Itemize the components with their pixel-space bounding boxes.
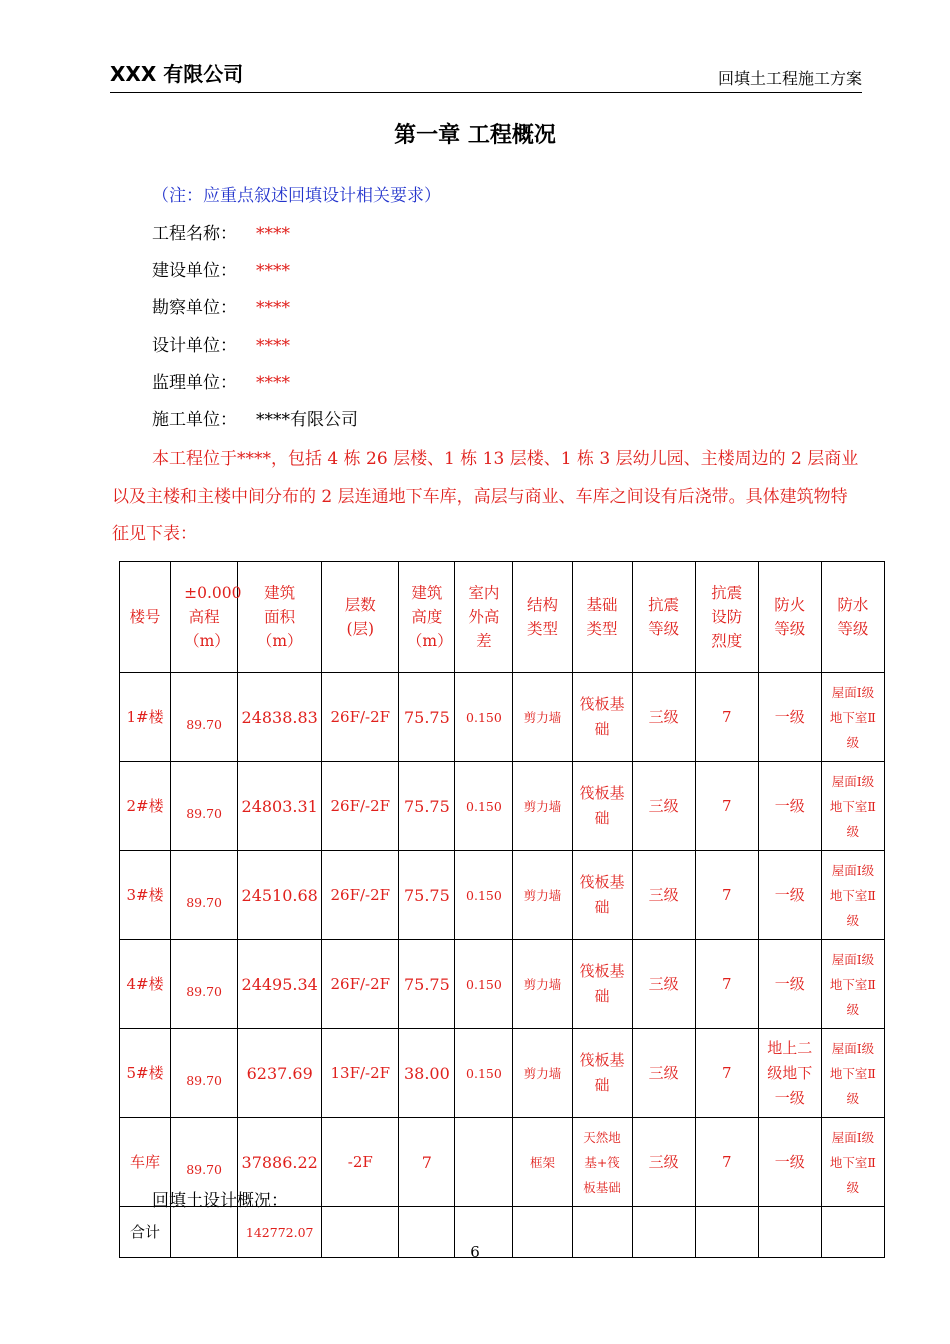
info-label: 设计单位：	[152, 336, 237, 356]
cell-waterproof-grade	[821, 1118, 884, 1207]
cell-floors: 26F/-2F	[322, 851, 399, 940]
cell-elevation: 89.70	[171, 1118, 238, 1207]
cell-text: 剪力墙	[523, 709, 562, 725]
cell-text: 屋面Ⅰ级地下室Ⅱ级	[829, 1129, 876, 1195]
info-value: ****	[256, 224, 290, 244]
cell-text: 一级	[774, 1152, 805, 1171]
cell-text: 屋面Ⅰ级地下室Ⅱ级	[829, 862, 876, 928]
cell-text: 一级	[774, 974, 805, 993]
cell-floors: 26F/-2F	[322, 673, 399, 762]
cell-text: 筏板基础	[579, 1051, 625, 1094]
col-header: 楼号	[120, 562, 171, 673]
info-value: ****	[256, 336, 290, 356]
cell-floors: -2F	[322, 1118, 399, 1207]
cell-elevation: 89.70	[171, 762, 238, 851]
cell-text: 屋面Ⅰ级地下室Ⅱ级	[829, 773, 876, 839]
cell-text: 屋面Ⅰ级地下室Ⅱ级	[829, 1040, 876, 1106]
cell-height: 75.75	[399, 851, 455, 940]
cell-fire-grade	[758, 1029, 821, 1118]
cell-elevation: 89.70	[171, 851, 238, 940]
col-header-text: 防火等级	[774, 596, 806, 638]
cell-building: 5#楼	[120, 1029, 171, 1118]
cell-seismic-intensity: 7	[695, 940, 758, 1029]
cell-text: 屋面Ⅰ级地下室Ⅱ级	[829, 951, 876, 1017]
cell-seismic-grade: 三级	[632, 1118, 695, 1207]
cell-building: 2#楼	[120, 762, 171, 851]
cell-elevation: 89.70	[171, 940, 238, 1029]
cell-fire-grade	[758, 940, 821, 1029]
cell-elev-diff: 0.150	[455, 1029, 513, 1118]
col-header-text: 室内外高差	[468, 584, 500, 650]
info-owner	[152, 256, 290, 280]
cell-seismic-grade: 三级	[632, 940, 695, 1029]
cell-seismic-grade: 三级	[632, 673, 695, 762]
col-header	[513, 562, 572, 673]
cell-floors: 26F/-2F	[322, 762, 399, 851]
project-description: 本工程位于****，包括 4 栋 26 层楼、1 栋 13 层楼、1 栋 3 层幼儿园、主楼周边的 2 层商业以及主楼和主楼中间分布的 2 层连通地下车库，高层与商业、车库之间设有后浇带。具体建筑物特征见下表：	[112, 449, 859, 544]
col-header	[455, 562, 513, 673]
cell-building: 4#楼	[120, 940, 171, 1029]
cell-fire-grade	[758, 673, 821, 762]
cell-structure	[513, 673, 572, 762]
info-design	[152, 331, 290, 355]
cell-fire-grade	[758, 851, 821, 940]
cell-structure	[513, 1029, 572, 1118]
backfill-heading: 回填土设计概况：	[152, 1191, 288, 1211]
cell-seismic-intensity: 7	[695, 1118, 758, 1207]
info-label: 勘察单位：	[152, 298, 237, 318]
cell-foundation	[572, 1029, 632, 1118]
col-header	[399, 562, 455, 673]
cell-fire-grade	[758, 762, 821, 851]
col-header	[322, 562, 399, 673]
cell-text: 剪力墙	[523, 798, 562, 814]
cell-height: 38.00	[399, 1029, 455, 1118]
table-header-row	[120, 562, 885, 673]
cell-floors: 13F/-2F	[322, 1029, 399, 1118]
cell-foundation	[572, 762, 632, 851]
info-value: ****	[256, 373, 290, 393]
cell-text: 天然地基+筏板基础	[583, 1129, 621, 1195]
cell-structure	[513, 940, 572, 1029]
col-header-text: 层数(层)	[344, 596, 376, 638]
cell-text: 地上二级地下一级	[767, 1038, 813, 1107]
col-header	[572, 562, 632, 673]
cell-structure	[513, 851, 572, 940]
cell-text: 筏板基础	[579, 962, 625, 1005]
cell-height: 75.75	[399, 762, 455, 851]
info-project-name	[152, 219, 290, 243]
cell-elev-diff: 0.150	[455, 851, 513, 940]
cell-seismic-intensity: 7	[695, 673, 758, 762]
cell-seismic-intensity: 7	[695, 851, 758, 940]
info-label: 建设单位：	[152, 261, 237, 281]
table-row	[120, 673, 885, 762]
col-header	[238, 562, 322, 673]
info-supervision	[152, 368, 290, 392]
col-header	[632, 562, 695, 673]
cell-seismic-grade: 三级	[632, 762, 695, 851]
info-label: 工程名称：	[152, 224, 237, 244]
col-header-text: 抗震等级	[648, 596, 680, 638]
info-label: 监理单位：	[152, 373, 237, 393]
cell-text: 筏板基础	[579, 784, 625, 827]
cell-text: 筏板基础	[579, 873, 625, 916]
table-row	[120, 940, 885, 1029]
cell-area: 24838.83	[238, 673, 322, 762]
cell-waterproof-grade	[821, 940, 884, 1029]
cell-seismic-intensity: 7	[695, 762, 758, 851]
cell-waterproof-grade	[821, 673, 884, 762]
cell-elev-diff	[455, 1118, 513, 1207]
table-row	[120, 851, 885, 940]
cell-area: 6237.69	[238, 1029, 322, 1118]
cell-foundation	[572, 851, 632, 940]
cell-elev-diff: 0.150	[455, 673, 513, 762]
info-value: ****	[256, 298, 290, 318]
cell-seismic-grade: 三级	[632, 851, 695, 940]
cell-area: 37886.22	[238, 1118, 322, 1207]
cell-text: 一级	[774, 885, 805, 904]
cell-fire-grade	[758, 1118, 821, 1207]
cell-elevation: 89.70	[171, 1029, 238, 1118]
cell-elev-diff: 0.150	[455, 762, 513, 851]
info-value: ****	[256, 261, 290, 281]
cell-structure	[513, 762, 572, 851]
page-number: 6	[470, 1243, 480, 1261]
col-header-text: 建筑高度（m）	[406, 584, 453, 650]
cell-height: 75.75	[399, 940, 455, 1029]
col-header-text: 基础类型	[586, 596, 618, 638]
cell-height: 7	[399, 1118, 455, 1207]
cell-text: 剪力墙	[523, 976, 562, 992]
cell-text: 筏板基础	[579, 695, 625, 738]
total-area: 142772.07	[238, 1207, 322, 1258]
info-label: 施工单位：	[152, 410, 237, 430]
cell-waterproof-grade	[821, 762, 884, 851]
cell-text: 剪力墙	[523, 887, 562, 903]
table-row	[120, 1029, 885, 1118]
cell-area: 24510.68	[238, 851, 322, 940]
cell-foundation	[572, 673, 632, 762]
cell-area: 24495.34	[238, 940, 322, 1029]
cell-seismic-intensity: 7	[695, 1029, 758, 1118]
col-header-text: ±0.000高程（m）	[184, 584, 242, 650]
cell-text: 一级	[774, 707, 805, 726]
page-header	[110, 52, 862, 93]
cell-elev-diff: 0.150	[455, 940, 513, 1029]
cell-building: 1#楼	[120, 673, 171, 762]
cell-building: 3#楼	[120, 851, 171, 940]
cell-area: 24803.31	[238, 762, 322, 851]
cell-text: 屋面Ⅰ级地下室Ⅱ级	[829, 684, 876, 750]
col-header	[695, 562, 758, 673]
cell-building: 车库	[120, 1118, 171, 1207]
cell-floors: 26F/-2F	[322, 940, 399, 1029]
company-name: XXX 有限公司	[110, 62, 244, 86]
building-specs-table	[119, 561, 885, 1258]
document-title: 回填土工程施工方案	[717, 69, 862, 88]
cell-text: 框架	[529, 1154, 555, 1170]
col-header-text: 抗震设防烈度	[711, 584, 743, 650]
cell-waterproof-grade	[821, 1029, 884, 1118]
cell-height: 75.75	[399, 673, 455, 762]
design-note: （注：应重点叙述回填设计相关要求）	[152, 186, 441, 206]
cell-waterproof-grade	[821, 851, 884, 940]
info-contractor	[152, 405, 358, 429]
cell-foundation	[572, 1118, 632, 1207]
col-header	[171, 562, 242, 673]
col-header	[821, 562, 884, 673]
cell-text: 剪力墙	[523, 1065, 562, 1081]
cell-seismic-grade: 三级	[632, 1029, 695, 1118]
col-header	[758, 562, 821, 673]
col-header-text: 防水等级	[837, 596, 869, 638]
cell-foundation	[572, 940, 632, 1029]
cell-text: 一级	[774, 796, 805, 815]
info-survey	[152, 293, 290, 317]
col-header-text: 结构类型	[526, 596, 558, 638]
cell-elevation: 89.70	[171, 673, 238, 762]
col-header-text: 建筑面积（m）	[256, 584, 303, 650]
table-body	[120, 673, 885, 1258]
cell-structure	[513, 1118, 572, 1207]
total-label: 合计	[120, 1207, 171, 1258]
chapter-title: 第一章 工程概况	[394, 123, 556, 148]
table-row	[120, 762, 885, 851]
info-value: ****有限公司	[256, 410, 358, 430]
